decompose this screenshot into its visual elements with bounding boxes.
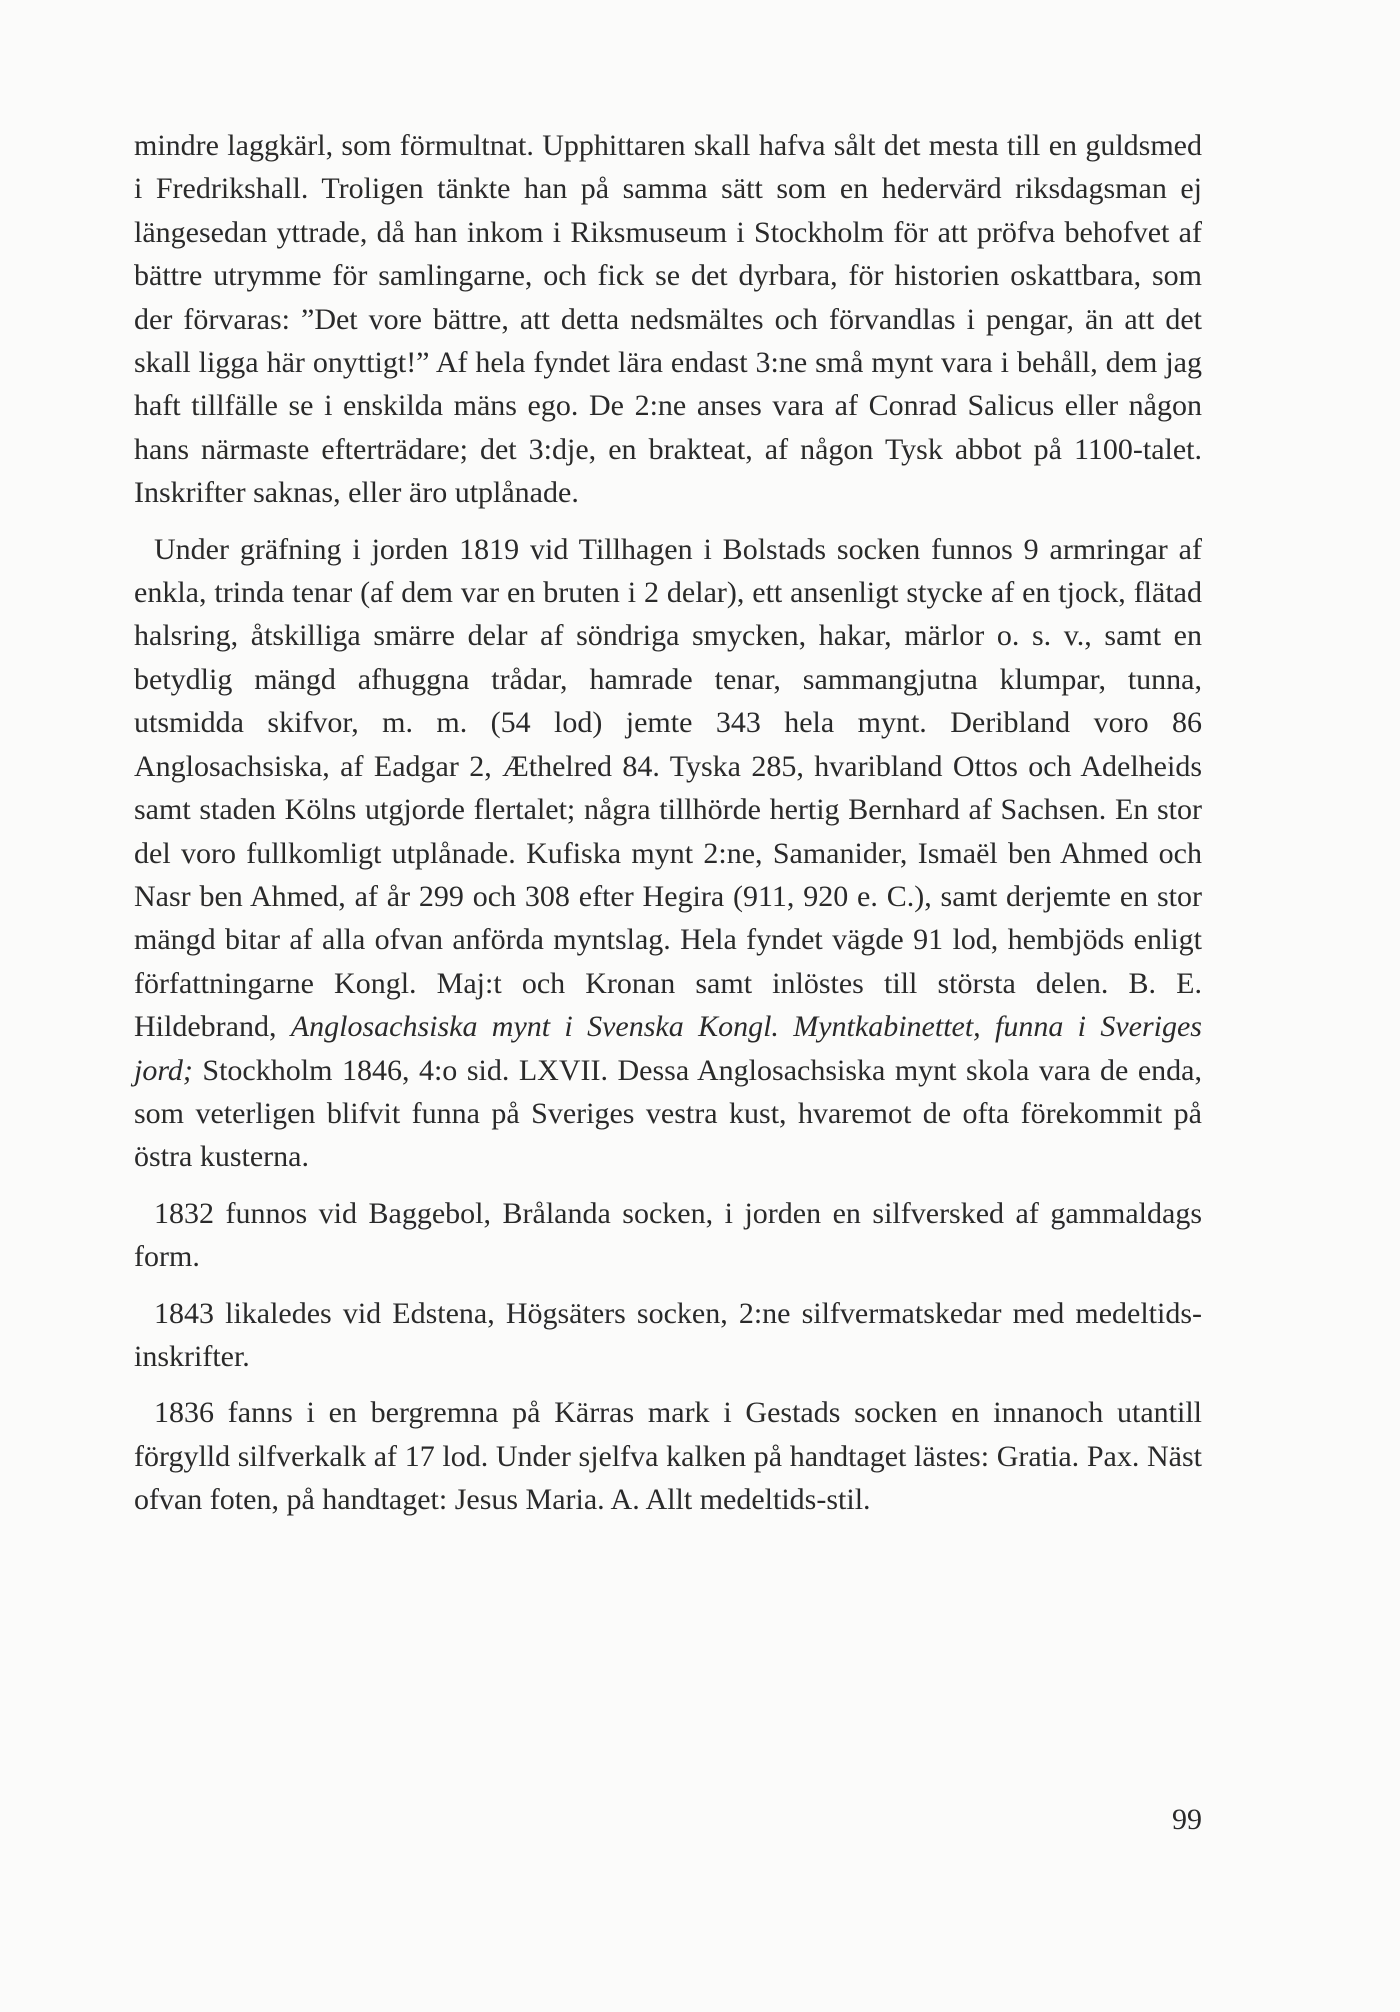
paragraph-5 bbox=[134, 1391, 1202, 1521]
paragraph-2 bbox=[134, 528, 1202, 1179]
paragraph-4 bbox=[134, 1292, 1202, 1379]
page-body bbox=[134, 124, 1202, 1535]
paragraph-1-text: mindre laggkärl, som förmultnat. Upphittaren skall hafva sålt det mesta till en guldsmed i Fredrikshall. Troligen tänkte han på samma sätt som en hedervärd riksdagsman ej längesedan yttrade, då han inkom i Riksmuseum i Stockholm för att pröfva behofvet af bättre utrymme för samlingarne, och fick se det dyrbara, för historien oskattbara, som der förvaras: ”Det vore bättre, att detta nedsmältes och förvandlas i pengar, än att det skall ligga här onyttigt!” Af hela fyndet lära endast 3:ne små mynt vara i behåll, dem jag haft tillfälle se i enskilda mäns ego. De 2:ne anses vara af Conrad Salicus eller någon hans närmaste efterträdare; det 3:dje, en brakteat, af någon Tysk abbot på 1100-talet. Inskrifter saknas, eller äro utplånade. bbox=[134, 129, 1202, 510]
paragraph-4-text: 1843 likaledes vid Edstena, Högsäters socken, 2:ne silfvermatskedar med medeltids-inskrifter. bbox=[134, 1296, 1202, 1373]
paragraph-2-text-a: Under gräfning i jorden 1819 vid Tillhagen i Bolstads socken funnos 9 armringar af enkla, trinda tenar (af dem var en bruten i 2 delar), ett ansenligt stycke af en tjock, flätad halsring, åtskilliga smärre delar af söndriga smycken, hakar, märlor o. s. v., samt en betydlig mängd afhuggna trådar, hamrade tenar, sammangjutna klumpar, tunna, utsmidda skifvor, m. m. (54 lod) jemte 343 hela mynt. Deribland voro 86 Anglosachsiska, af Eadgar 2, Æthelred 84. Tyska 285, hvaribland Ottos och Adelheids samt staden Kölns utgjorde flertalet; några tillhörde hertig Bernhard af Sachsen. En stor del voro fullkomligt utplånade. Kufiska mynt 2:ne, Samanider, Ismaël ben Ahmed och Nasr ben Ahmed, af år 299 och 308 efter Hegira (911, 920 e. C.), samt derjemte en stor mängd bitar af alla ofvan anförda myntslag. Hela fyndet vägde 91 lod, hembjöds enligt författningarne Kongl. Maj:t och Kronan samt inlöstes till största delen. B. E. Hildebrand, bbox=[134, 532, 1202, 1044]
paragraph-3 bbox=[134, 1192, 1202, 1279]
paragraph-1 bbox=[134, 124, 1202, 515]
paragraph-3-text: 1832 funnos vid Baggebol, Brålanda socken, i jorden en silfversked af gammaldags form. bbox=[134, 1196, 1202, 1274]
page-number: 99 bbox=[1172, 1803, 1202, 1836]
paragraph-5-text: 1836 fanns i en bergremna på Kärras mark i Gestads socken en innanoch utantill förgylld silfverkalk af 17 lod. Under sjelfva kalken på handtaget lästes: Gratia. Pax. Näst ofvan foten, på handtaget: Jesus Maria. A. Allt medeltids-stil. bbox=[134, 1396, 1202, 1517]
book-title-italic: Anglosachsiska mynt i Svenska Kongl. Myntkabinettet, funna i Sveriges jord; bbox=[134, 1010, 1202, 1087]
paragraph-2-text-b: Stockholm 1846, 4:o sid. LXVII. Dessa Anglosachsiska mynt skola vara de enda, som veterligen blifvit funna på Sveriges vestra kust, hvaremot de ofta förekommit på östra kusterna. bbox=[134, 1053, 1202, 1174]
